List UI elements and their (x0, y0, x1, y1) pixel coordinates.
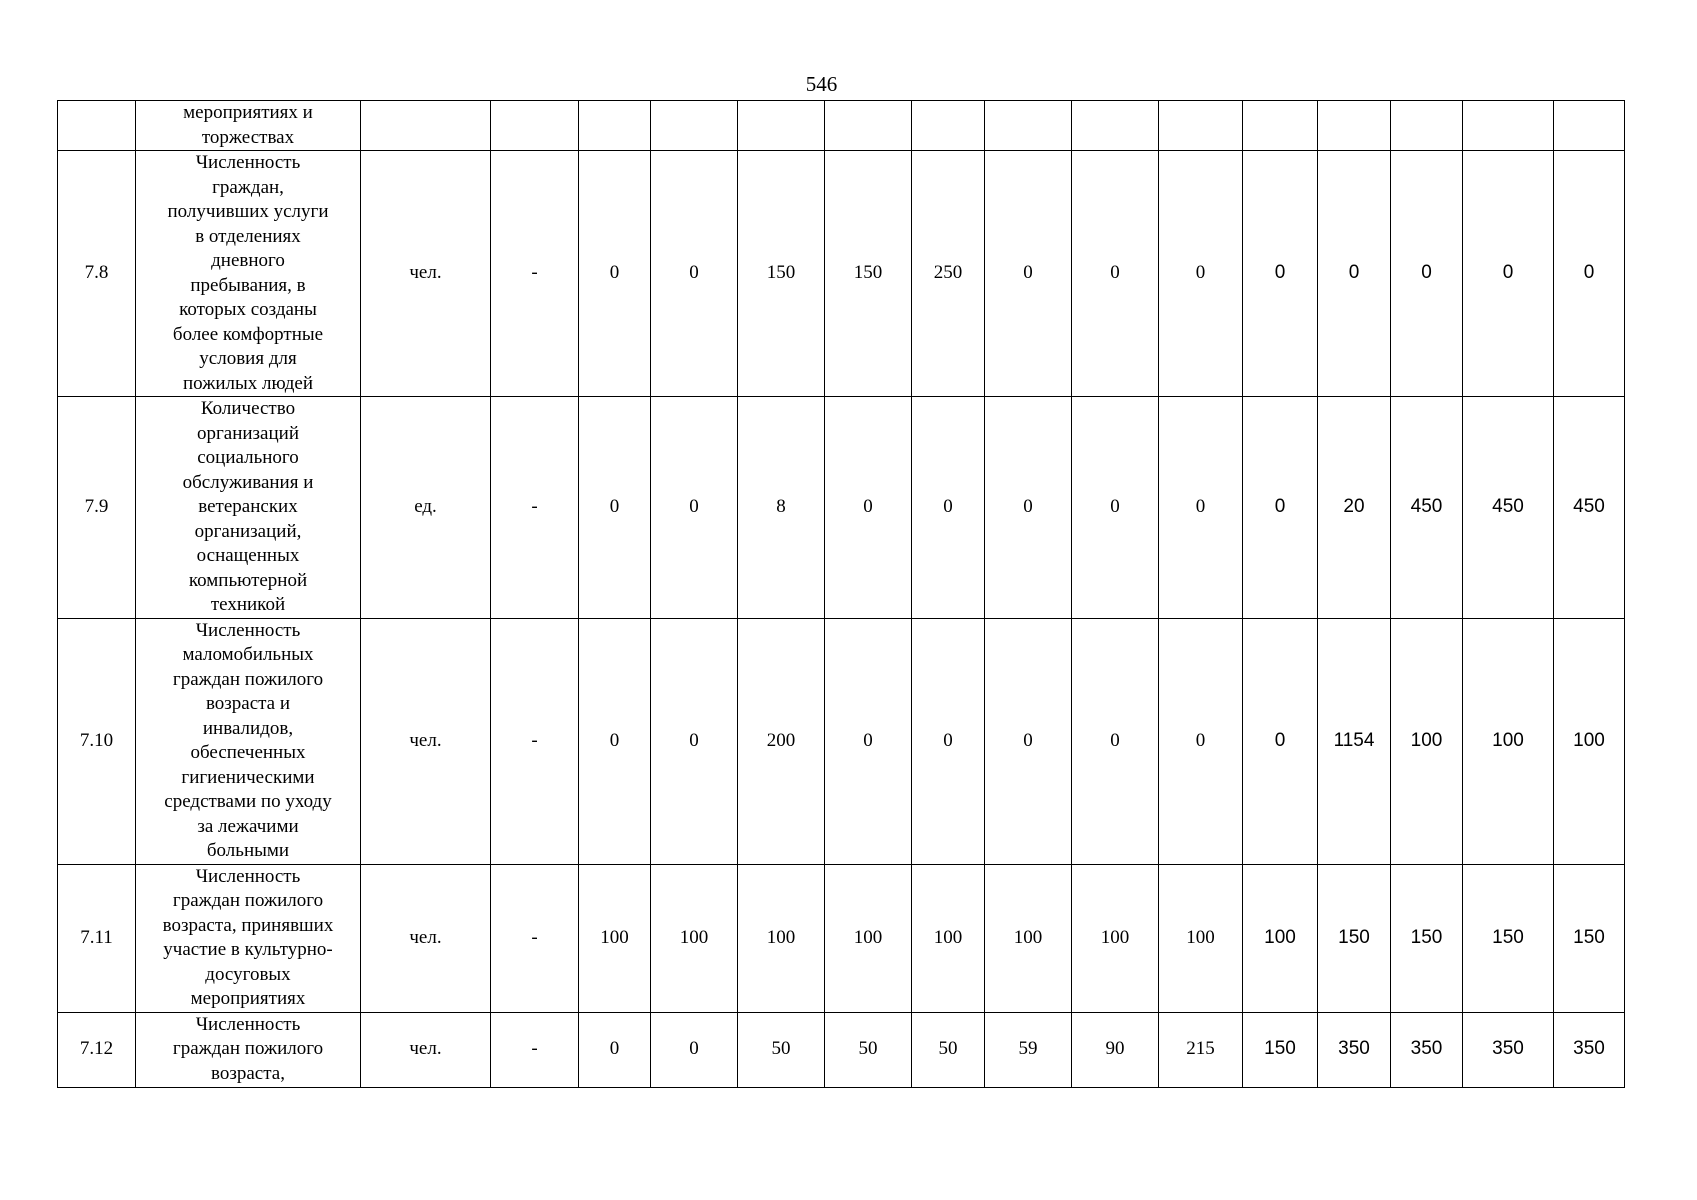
value-cell: 100 (1243, 864, 1318, 1012)
indicator-name: Численность граждан, получивших услуги в отделениях дневного пребывания, в которых созданы более комфортные условия для пожилых людей (136, 151, 361, 397)
row-number (58, 101, 136, 151)
value-cell (825, 101, 912, 151)
value-cell: 0 (1391, 151, 1463, 397)
value-cell: 0 (579, 1012, 651, 1087)
value-cell: 8 (738, 397, 825, 619)
value-cell (651, 101, 738, 151)
unit-of-measure: ед. (361, 397, 491, 619)
value-cell: 0 (651, 151, 738, 397)
value-cell: 100 (579, 864, 651, 1012)
value-cell: 0 (651, 397, 738, 619)
indicator-name: Численность граждан пожилого возраста, принявших участие в культурно- досуговых мероприятиях (136, 864, 361, 1012)
value-cell: 0 (912, 397, 985, 619)
value-cell (1072, 101, 1159, 151)
value-cell: 150 (738, 151, 825, 397)
value-cell: 450 (1463, 397, 1554, 619)
value-cell: 50 (825, 1012, 912, 1087)
value-cell (1159, 101, 1243, 151)
value-cell: 0 (985, 151, 1072, 397)
value-cell: 0 (825, 397, 912, 619)
value-cell: 100 (825, 864, 912, 1012)
value-cell: 100 (1391, 618, 1463, 864)
unit-of-measure: чел. (361, 151, 491, 397)
value-cell (738, 101, 825, 151)
unit-of-measure: чел. (361, 618, 491, 864)
indicator-name: Численность граждан пожилого возраста, (136, 1012, 361, 1087)
indicators-table (57, 100, 1625, 1088)
value-cell: 0 (1072, 397, 1159, 619)
table-row (58, 1012, 1625, 1087)
value-cell (1554, 101, 1625, 151)
value-cell (1391, 101, 1463, 151)
value-cell (579, 101, 651, 151)
value-cell (912, 101, 985, 151)
value-cell: 0 (651, 618, 738, 864)
value-cell: 0 (1243, 151, 1318, 397)
value-cell: - (491, 151, 579, 397)
page-number: 546 (805, 72, 838, 96)
value-cell: 0 (579, 618, 651, 864)
value-cell: 215 (1159, 1012, 1243, 1087)
value-cell: 0 (579, 397, 651, 619)
row-number: 7.10 (58, 618, 136, 864)
value-cell: - (491, 618, 579, 864)
value-cell: 100 (1463, 618, 1554, 864)
value-cell: 450 (1554, 397, 1625, 619)
value-cell: 0 (985, 397, 1072, 619)
value-cell: 150 (825, 151, 912, 397)
value-cell (1318, 101, 1391, 151)
value-cell: 1154 (1318, 618, 1391, 864)
value-cell: 59 (985, 1012, 1072, 1087)
value-cell: 0 (912, 618, 985, 864)
value-cell: 100 (738, 864, 825, 1012)
row-number: 7.9 (58, 397, 136, 619)
row-number: 7.12 (58, 1012, 136, 1087)
value-cell: 0 (1072, 151, 1159, 397)
value-cell: 0 (1243, 397, 1318, 619)
value-cell: 0 (1463, 151, 1554, 397)
value-cell: 20 (1318, 397, 1391, 619)
value-cell: 0 (1318, 151, 1391, 397)
value-cell: 250 (912, 151, 985, 397)
value-cell: 100 (1554, 618, 1625, 864)
value-cell: 150 (1318, 864, 1391, 1012)
table-row (58, 864, 1625, 1012)
value-cell: 100 (1159, 864, 1243, 1012)
value-cell: 350 (1554, 1012, 1625, 1087)
value-cell: 350 (1391, 1012, 1463, 1087)
value-cell: 450 (1391, 397, 1463, 619)
value-cell: 150 (1391, 864, 1463, 1012)
unit-of-measure: чел. (361, 864, 491, 1012)
value-cell: 0 (1243, 618, 1318, 864)
value-cell: 150 (1554, 864, 1625, 1012)
table-row (58, 151, 1625, 397)
value-cell: 350 (1463, 1012, 1554, 1087)
value-cell: 0 (1554, 151, 1625, 397)
unit-of-measure: чел. (361, 1012, 491, 1087)
value-cell: 100 (912, 864, 985, 1012)
value-cell (985, 101, 1072, 151)
value-cell: 150 (1243, 1012, 1318, 1087)
value-cell: 150 (1463, 864, 1554, 1012)
value-cell: 350 (1318, 1012, 1391, 1087)
row-number: 7.11 (58, 864, 136, 1012)
value-cell: 0 (579, 151, 651, 397)
indicator-name: Численность маломобильных граждан пожилого возраста и инвалидов, обеспеченных гигиеническими средствами по уходу за лежачими больными (136, 618, 361, 864)
value-cell: 0 (651, 1012, 738, 1087)
value-cell: 0 (1072, 618, 1159, 864)
table-row (58, 618, 1625, 864)
indicator-name: мероприятиях и торжествах (136, 101, 361, 151)
indicator-name: Количество организаций социального обслуживания и ветеранских организаций, оснащенных компьютерной техникой (136, 397, 361, 619)
table-row (58, 101, 1625, 151)
value-cell: - (491, 1012, 579, 1087)
value-cell (1243, 101, 1318, 151)
value-cell: 90 (1072, 1012, 1159, 1087)
value-cell: 200 (738, 618, 825, 864)
table-row (58, 397, 1625, 619)
value-cell (491, 101, 579, 151)
value-cell: 50 (738, 1012, 825, 1087)
value-cell: - (491, 397, 579, 619)
row-number: 7.8 (58, 151, 136, 397)
value-cell: 0 (825, 618, 912, 864)
value-cell: 100 (651, 864, 738, 1012)
value-cell: 0 (1159, 397, 1243, 619)
unit-of-measure (361, 101, 491, 151)
value-cell: 100 (1072, 864, 1159, 1012)
value-cell (1463, 101, 1554, 151)
value-cell: - (491, 864, 579, 1012)
value-cell: 0 (1159, 618, 1243, 864)
value-cell: 100 (985, 864, 1072, 1012)
value-cell: 0 (985, 618, 1072, 864)
value-cell: 0 (1159, 151, 1243, 397)
value-cell: 50 (912, 1012, 985, 1087)
